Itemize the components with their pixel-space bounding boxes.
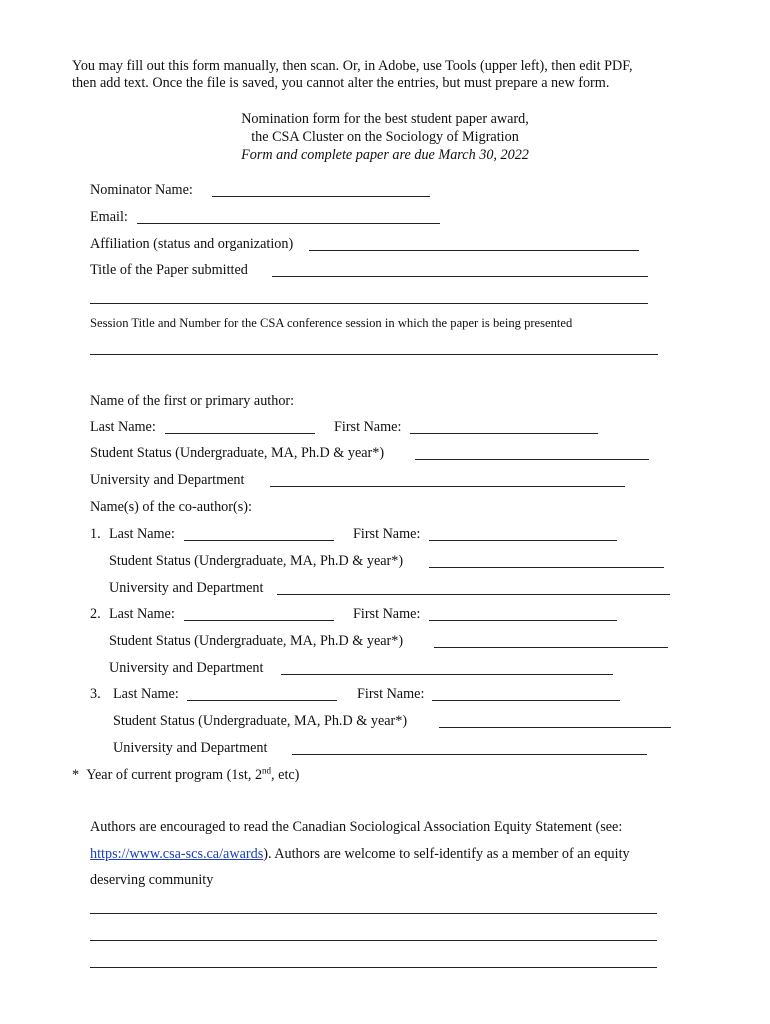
coauthor-3-first-name-label: First Name: — [357, 686, 425, 702]
form-heading-line-1: Nomination form for the best student paper award, — [241, 111, 529, 127]
coauthor-1-last-name-field[interactable] — [184, 540, 334, 541]
coauthor-3-status-label: Student Status (Undergraduate, MA, Ph.D & year*) — [113, 713, 408, 729]
coauthor-3-first-name-field[interactable] — [432, 700, 620, 701]
instructions-line-1: You may fill out this form manually, then scan. Or, in Adobe, use Tools (upper left), then edit PDF, — [72, 58, 633, 74]
coauthor-1-university-label: University and Department — [109, 580, 264, 596]
session-field[interactable] — [90, 354, 658, 355]
instructions-line-2: then add text. Once the file is saved, you cannot alter the entries, but must prepare a new form. — [72, 75, 610, 91]
coauthor-1-number: 1. — [90, 526, 101, 542]
footnote — [72, 766, 299, 784]
coauthor-3-last-name-field[interactable] — [187, 700, 337, 701]
coauthor-2-last-name-label: Last Name: — [109, 606, 175, 622]
coauthor-3-university-label: University and Department — [113, 740, 268, 756]
coauthor-2-number: 2. — [90, 606, 101, 622]
coauthor-3-university-field[interactable] — [292, 754, 647, 755]
primary-last-name-label: Last Name: — [90, 419, 156, 435]
footnote-text: Year of current program (1st, 2 — [86, 767, 263, 783]
equity-response-line-1[interactable] — [90, 913, 657, 914]
coauthor-3-number: 3. — [90, 686, 101, 702]
coauthor-3-status-field[interactable] — [439, 727, 671, 728]
coauthors-heading: Name(s) of the co-author(s): — [90, 499, 252, 515]
session-label: Session Title and Number for the CSA conference session in which the paper is being presented — [90, 316, 573, 330]
paper-title-field[interactable] — [272, 276, 648, 277]
paper-title-field-continued[interactable] — [90, 303, 648, 304]
footnote-text-end: , etc) — [271, 767, 300, 783]
coauthor-2-university-field[interactable] — [281, 674, 613, 675]
primary-first-name-field[interactable] — [410, 433, 598, 434]
coauthor-1-university-field[interactable] — [277, 594, 670, 595]
affiliation-field[interactable] — [309, 250, 639, 251]
footnote-star: * — [72, 767, 80, 783]
nominator-name-label: Nominator Name: — [90, 182, 193, 198]
coauthor-2-last-name-field[interactable] — [184, 620, 334, 621]
email-label: Email: — [90, 209, 128, 225]
form-heading-line-2: the CSA Cluster on the Sociology of Migration — [251, 129, 519, 145]
equity-line-2 — [90, 845, 630, 863]
coauthor-2-status-field[interactable] — [434, 647, 668, 648]
primary-university-label: University and Department — [90, 472, 245, 488]
primary-author-heading: Name of the first or primary author: — [90, 393, 295, 409]
equity-line-3: deserving community — [90, 872, 214, 888]
coauthor-2-first-name-label: First Name: — [353, 606, 421, 622]
coauthor-2-status-label: Student Status (Undergraduate, MA, Ph.D & year*) — [109, 633, 404, 649]
email-field[interactable] — [137, 223, 440, 224]
equity-response-line-2[interactable] — [90, 940, 657, 941]
equity-line-1: Authors are encouraged to read the Canadian Sociological Association Equity Statement (see: — [90, 819, 623, 835]
primary-status-field[interactable] — [415, 459, 649, 460]
primary-first-name-label: First Name: — [334, 419, 402, 435]
due-date-notice: Form and complete paper are due March 30, 2022 — [241, 147, 529, 163]
footnote-superscript: nd — [262, 765, 272, 776]
csa-awards-link[interactable]: https://www.csa-scs.ca/awards — [90, 846, 264, 862]
coauthor-1-last-name-label: Last Name: — [109, 526, 175, 542]
coauthor-2-first-name-field[interactable] — [429, 620, 617, 621]
equity-line-2-text: ). Authors are welcome to self-identify as a member of an equity — [263, 846, 630, 862]
coauthor-1-first-name-field[interactable] — [429, 540, 617, 541]
primary-university-field[interactable] — [270, 486, 625, 487]
coauthor-1-first-name-label: First Name: — [353, 526, 421, 542]
affiliation-label: Affiliation (status and organization) — [90, 236, 294, 252]
coauthor-1-status-field[interactable] — [429, 567, 664, 568]
paper-title-label: Title of the Paper submitted — [90, 262, 248, 278]
coauthor-2-university-label: University and Department — [109, 660, 264, 676]
primary-status-label: Student Status (Undergraduate, MA, Ph.D & year*) — [90, 445, 385, 461]
nominator-name-field[interactable] — [212, 196, 430, 197]
equity-response-line-3[interactable] — [90, 967, 657, 968]
coauthor-1-status-label: Student Status (Undergraduate, MA, Ph.D & year*) — [109, 553, 404, 569]
primary-last-name-field[interactable] — [165, 433, 315, 434]
coauthor-3-last-name-label: Last Name: — [113, 686, 179, 702]
